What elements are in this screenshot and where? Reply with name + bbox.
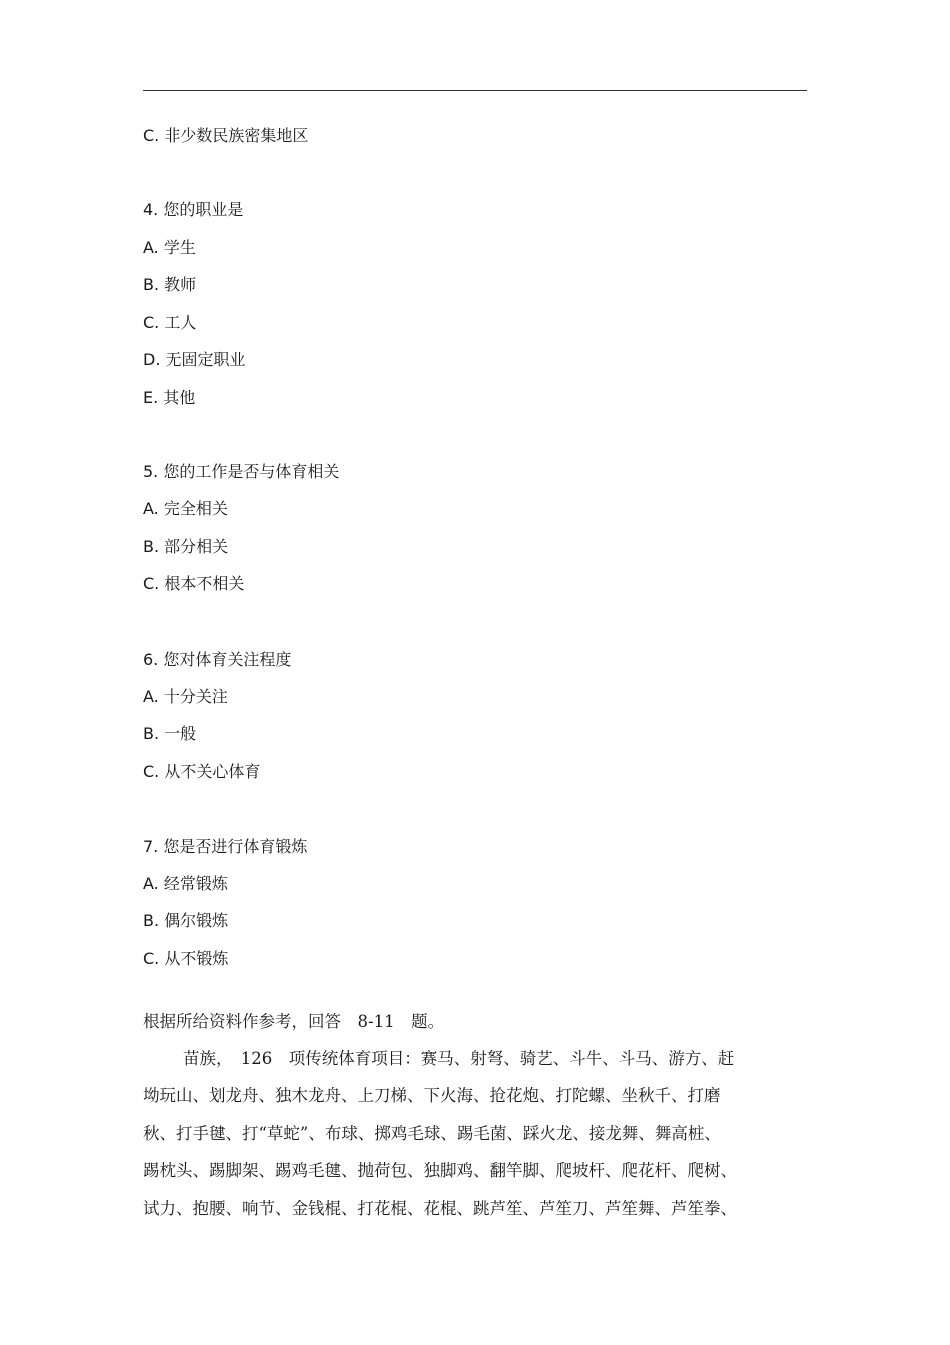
question-7-option-b: B. 偶尔锻炼 [143, 911, 229, 930]
question-4-option-a: A. 学生 [143, 238, 196, 257]
passage-line: 坳玩山、划龙舟、独木龙舟、上刀梯、下火海、抢花炮、打陀螺、坐秋千、打磨 [143, 1086, 721, 1105]
question-5-option-a: A. 完全相关 [143, 499, 228, 518]
question-5-title: 5. 您的工作是否与体育相关 [143, 462, 340, 481]
question-6-option-b: B. 一般 [143, 724, 197, 743]
question-7-option-c: C. 从不锻炼 [143, 949, 229, 968]
question-4-option-d: D. 无固定职业 [143, 350, 246, 369]
question-6-option-c: C. 从不关心体育 [143, 762, 261, 781]
passage-line: 踢枕头、踢脚架、踢鸡毛毽、抛荷包、独脚鸡、翻竿脚、爬坡杆、爬花杆、爬树、 [143, 1161, 737, 1180]
question-4-option-c: C. 工人 [143, 313, 197, 332]
question-5-option-c: C. 根本不相关 [143, 574, 245, 593]
question-6-title: 6. 您对体育关注程度 [143, 650, 292, 669]
question-5-option-b: B. 部分相关 [143, 537, 229, 556]
question-4-title: 4. 您的职业是 [143, 200, 244, 219]
question-6-option-a: A. 十分关注 [143, 687, 228, 706]
passage [143, 1048, 813, 1228]
question-4-option-e: E. 其他 [143, 388, 196, 407]
question-7-title: 7. 您是否进行体育锻炼 [143, 837, 308, 856]
passage-line: 苗族， 126 项传统体育项目：赛马、射弩、骑艺、斗牛、斗马、游方、赶 [183, 1049, 735, 1068]
q3-option-c: C. 非少数民族密集地区 [143, 126, 309, 145]
passage-line: 试力、抱腰、响节、金钱棍、打花棍、花棍、跳芦笙、芦笙刀、芦笙舞、芦笙拳、 [143, 1199, 737, 1218]
header-rule [143, 90, 807, 91]
question-7-option-a: A. 经常锻炼 [143, 874, 228, 893]
passage-line: 秋、打手毽、打“草蛇”、布球、掷鸡毛球、踢毛菌、踩火龙、接龙舞、舞高桩、 [143, 1124, 721, 1143]
question-4-option-b: B. 教师 [143, 275, 197, 294]
instruction-text: 根据所给资料作参考，回答 8-11 题。 [143, 1012, 445, 1031]
